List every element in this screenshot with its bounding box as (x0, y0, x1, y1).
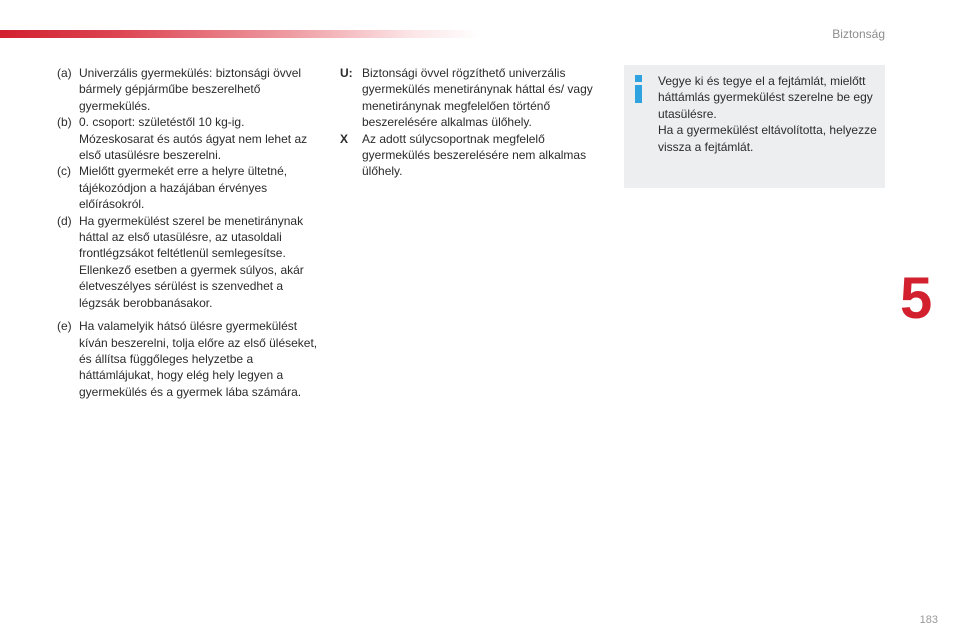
footnote-item (57, 318, 322, 400)
legend-key: X (340, 131, 349, 146)
footnote-text: Mielőtt gyermekét erre a helyre ültetné, tájékozódjon a hazájában érvényes előírásokról. (79, 164, 288, 212)
footnote-key: (e) (57, 319, 72, 334)
footnote-text: Univerzális gyermekülés: biztonsági övvel bármely gépjárműbe beszerelhető gyermekülés. (79, 66, 302, 113)
legend-item (340, 65, 610, 131)
footnote-item (57, 213, 322, 311)
footnotes-column (57, 65, 322, 400)
legend-text: Az adott súlycsoportnak megfelelő gyermekülés beszerelésére nem alkalmas ülőhely. (362, 131, 587, 179)
footnote-item (57, 65, 322, 114)
legend-item (340, 131, 610, 180)
footnote-item (57, 163, 322, 212)
header-accent-bar (0, 30, 480, 38)
info-text-content: Vegye ki és tegye el a fejtámlát, mielőtt háttámlás gyermekülést szerelne be egy utasülésre. Ha a gyermekülést eltávolította, helyezze vissza a fejtámlát. (658, 74, 877, 154)
spacer (57, 311, 322, 318)
legend-text: Biztonsági övvel rögzíthető univerzális gyermekülés menetiránynak háttal és/ vagy menetiránynak megfelelően történő beszerelésére alkalmas ülőhely. (362, 66, 593, 130)
footnote-item (57, 114, 322, 163)
footnote-key: (d) (57, 213, 72, 228)
footnote-key: (a) (57, 66, 72, 80)
page-number: 183 (919, 614, 938, 626)
section-title: Biztonság (832, 27, 885, 41)
info-text (658, 73, 880, 155)
footnote-key: (c) (57, 164, 71, 179)
info-box (624, 65, 885, 188)
footnote-text: Ha valamelyik hátsó ülésre gyermekülést kíván beszerelni, tolja előre az első üléseket, és állítsa függőleges helyzetbe a háttámlájukat, hogy elég hely legyen a gyermekülés és a gyermek lába számára. (79, 319, 318, 399)
chapter-number: 5 (900, 266, 933, 331)
legend-key: U: (340, 66, 353, 80)
info-icon (633, 75, 645, 103)
footnote-text: Ha gyermekülést szerel be menetiránynak háttal az első utasülésre, az utasoldali frontlégzsákot feltétlenül semlegesítse. Ellenkező esetben a gyermek súlyos, akár életveszélyes sérülést is szenvedhet a légzsák berobbanásakor. (79, 213, 304, 310)
legend-column (340, 65, 610, 180)
footnote-text: 0. csoport: születéstől 10 kg-ig. Mózeskosarat és autós ágyat nem lehet az első utasülésre beszerelni. (79, 115, 308, 163)
footnote-key: (b) (57, 115, 72, 130)
